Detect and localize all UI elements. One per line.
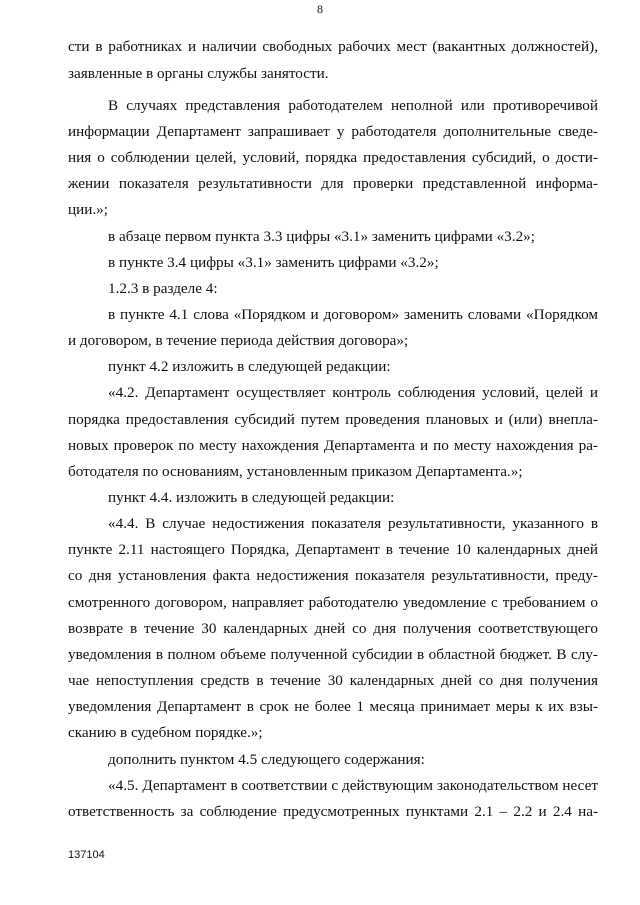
text-line: порядка предоставления субсидий путем проведения плановых и (или) внепла- [68,411,598,428]
text-line: информации Департамент запрашивает у работодателя дополнительные сведе- [68,123,598,140]
text-line: «4.4. В случае недостижения показателя результативности, указанного в [108,515,598,532]
text-line: пункте 2.11 настоящего Порядка, Департамент в течение 10 календарных дней [68,541,598,558]
text-line: «4.5. Департамент в соответствии с действующим законодательством несет [108,777,598,794]
text-line: со дня установления факта недостижения показателя результативности, преду- [68,567,598,584]
text-line: в абзаце первом пункта 3.3 цифры «3.1» заменить цифрами «3.2»; [108,228,535,245]
text-line: возврате в течение 30 календарных дней со дня получения соответствующего [68,620,598,637]
text-line: сканию в судебном порядке.»; [68,724,263,741]
text-line: уведомления в полном объеме полученной субсидии в областной бюджет. В слу- [68,646,598,663]
text-line: уведомления Департамент в срок не более 1 месяца принимает меры к их взы- [68,698,598,715]
text-line: новых проверок по месту нахождения Департамента и по месту нахождения ра- [68,437,598,454]
text-line: ции.»; [68,201,108,218]
text-line: и договором, в течение периода действия договора»; [68,332,409,349]
text-line: ботодателя по основаниям, установленным приказом Департамента.»; [68,463,523,480]
text-line: 1.2.3 в разделе 4: [108,280,218,297]
text-line: жении показателя результативности для проверки представленной информа- [68,175,598,192]
text-line: смотренного договором, направляет работодателю уведомление с требованием о [68,594,598,611]
text-line: «4.2. Департамент осуществляет контроль соблюдения условий, целей и [108,384,598,401]
text-line: чае непоступления средств в течение 30 календарных дней со дня получения [68,672,598,689]
footer-code: 137104 [68,849,105,861]
text-line: ответственность за соблюдение предусмотренных пунктами 2.1 – 2.2 и 2.4 на- [68,803,598,820]
text-line: ния о соблюдении целей, условий, порядка предоставления субсидий, о дости- [68,149,598,166]
text-line: в пункте 4.1 слова «Порядком и договором» заменить словами «Порядком [108,306,598,323]
text-line: сти в работниках и наличии свободных рабочих мест (вакантных должностей), [68,38,598,55]
text-line: пункт 4.2 изложить в следующей редакции: [108,358,391,375]
text-line: в пункте 3.4 цифры «3.1» заменить цифрами «3.2»; [108,254,439,271]
text-line: заявленные в органы службы занятости. [68,65,329,82]
text-line: дополнить пунктом 4.5 следующего содержания: [108,751,425,768]
text-line: В случаях представления работодателем неполной или противоречивой [108,97,598,114]
page-number: 8 [317,2,323,16]
text-line: пункт 4.4. изложить в следующей редакции: [108,489,395,506]
